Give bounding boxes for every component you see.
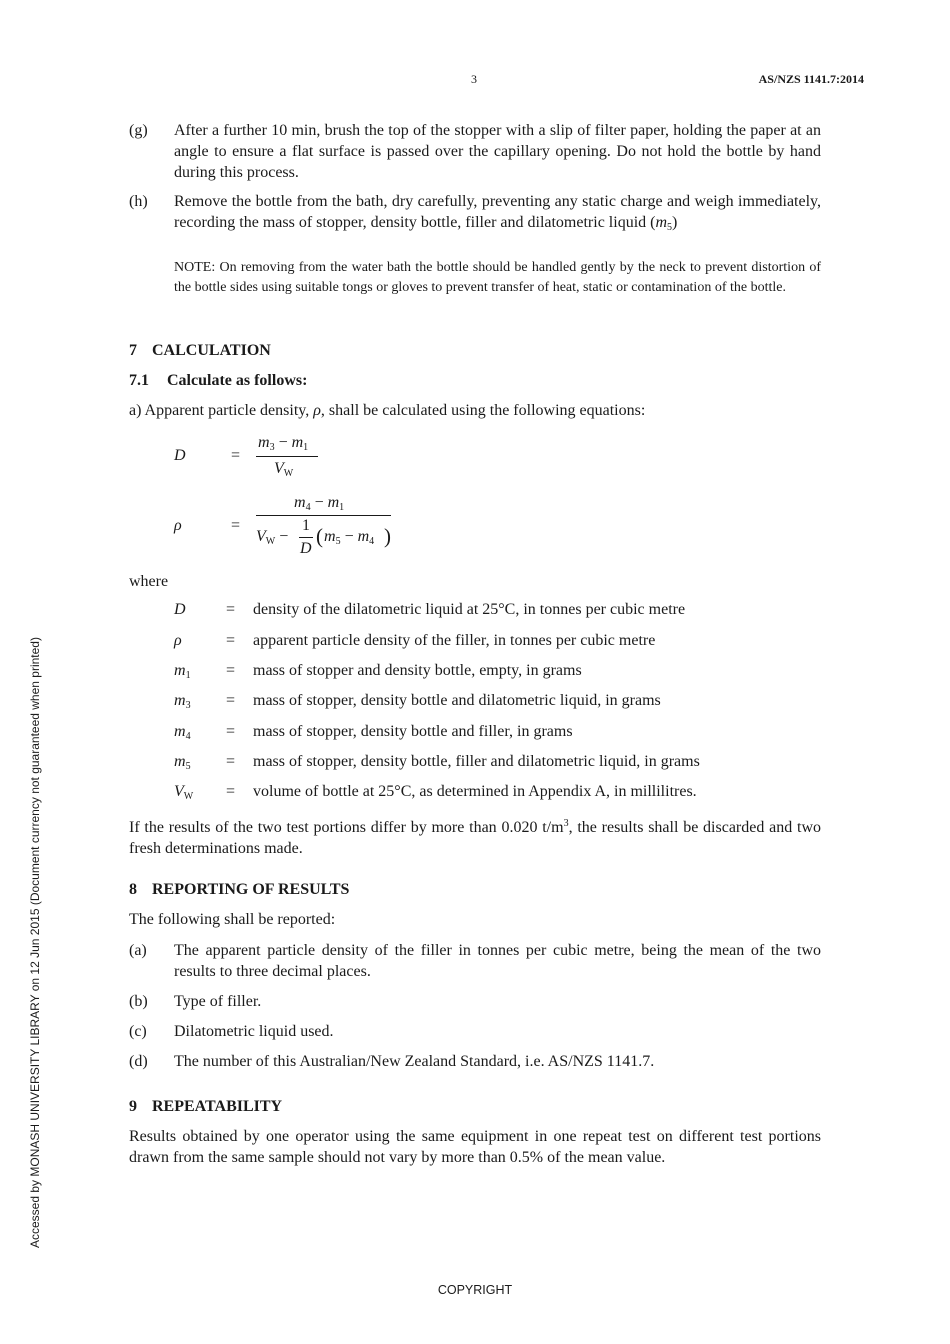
- where-label: where: [129, 573, 169, 590]
- copyright-footer: COPYRIGHT: [437, 1283, 513, 1297]
- definition-text: mass of stopper, density bottle, filler and dilatometric liquid, in grams: [253, 753, 700, 770]
- standard-number: AS/NZS 1141.7:2014: [758, 72, 864, 86]
- eq1-lhs: D: [174, 447, 186, 464]
- report-item-text: The number of this Australian/New Zealand Standard, i.e. AS/NZS 1141.7.: [174, 1053, 655, 1070]
- report-item-label: (b): [129, 993, 148, 1010]
- definition-symbol: $m_3$: [174, 692, 191, 711]
- definition-text: volume of bottle at 25°C, as determined in Appendix A, in millilitres.: [253, 783, 697, 800]
- definition-text: mass of stopper, density bottle and dilatometric liquid, in grams: [253, 692, 661, 709]
- step-text: Remove the bottle from the bath, dry carefully, preventing any static charge and weigh immediately, recording the mass of stopper, density bottle, filler and dilatometric liquid $(m_5)$: [174, 193, 821, 233]
- report-item-label: (a): [129, 942, 147, 959]
- report-item: [129, 991, 821, 1012]
- page-number: 3: [471, 72, 477, 86]
- definition-symbol: ρ: [174, 632, 182, 649]
- definition-symbol: $m_4$: [174, 723, 191, 742]
- report-item-text: Type of filler.: [174, 993, 262, 1010]
- subsection-heading-7-1: 7.1 Calculate as follows:: [129, 372, 308, 389]
- repeatability-text: Results obtained by one operator using the same equipment in one repeat test on different test portions drawn from the same sample should not vary by more than 0.5% of the mean value.: [129, 1128, 821, 1166]
- eq2-inner-numerator: 1: [302, 517, 310, 534]
- report-item-label: (c): [129, 1023, 147, 1040]
- definition-equals: =: [226, 632, 236, 649]
- eq2-lhs: ρ: [174, 517, 182, 534]
- eq1-numerator: $m_3 - m_1$: [258, 434, 309, 453]
- calculation-intro: a) Apparent particle density, ρ, shall be calculated using the following equations:: [129, 402, 646, 419]
- definition-text: density of the dilatometric liquid at 25°C, in tonnes per cubic metre: [253, 601, 686, 618]
- section-heading-reporting: 8 REPORTING OF RESULTS: [129, 881, 350, 898]
- step-label: (h): [129, 193, 148, 210]
- definition-equals: =: [226, 692, 236, 709]
- definition-text: apparent particle density of the filler, in tonnes per cubic metre: [253, 632, 656, 649]
- section-heading-calculation: 7 CALCULATION: [129, 342, 271, 359]
- report-item: [129, 940, 821, 982]
- eq2-inner-fraction-bar: [299, 537, 313, 538]
- definition-symbol: $m_5$: [174, 753, 191, 772]
- eq2-denominator-left: $V_W$ −: [256, 528, 289, 547]
- access-watermark: Accessed by MONASH UNIVERSITY LIBRARY on 12 Jun 2015 (Document currency not guaranteed when printed): [28, 637, 42, 1248]
- definition-text: mass of stopper and density bottle, empty, in grams: [253, 662, 582, 679]
- definition-equals: =: [226, 753, 236, 770]
- definition-equals: =: [226, 783, 236, 800]
- eq2-paren-content: $m_5 - m_4$: [324, 528, 375, 547]
- procedure-note: NOTE: On removing from the water bath the bottle should be handled gently by the neck to prevent distortion of the bottle sides using suitable tongs or gloves to prevent transfer of heat, static or contamination of the bottle.: [174, 260, 821, 295]
- eq2-paren-open: (: [316, 524, 323, 548]
- definition-symbol: $V_W$: [174, 783, 194, 802]
- definition-symbol: D: [174, 601, 186, 618]
- definition-symbol: $m_1$: [174, 662, 191, 681]
- eq1-fraction-bar: [256, 456, 318, 457]
- definition-equals: =: [226, 723, 236, 740]
- section-heading-repeatability: 9 REPEATABILITY: [129, 1098, 283, 1115]
- eq2-numerator: $m_4 - m_1$: [294, 494, 345, 513]
- report-item-text: Dilatometric liquid used.: [174, 1023, 334, 1040]
- report-item-label: (d): [129, 1053, 148, 1070]
- eq2-inner-denominator: D: [300, 540, 312, 557]
- procedure-step-h: [129, 191, 821, 238]
- step-label: (g): [129, 122, 148, 139]
- procedure-step-g: [129, 120, 821, 183]
- eq2-paren-close: ): [384, 524, 391, 548]
- eq2-fraction-bar: [256, 515, 391, 516]
- definition-text: mass of stopper, density bottle and filler, in grams: [253, 723, 573, 740]
- definition-equals: =: [226, 662, 236, 679]
- report-item: [129, 1051, 821, 1072]
- report-item: [129, 1021, 821, 1042]
- eq1-equals: =: [231, 447, 241, 464]
- reporting-intro: The following shall be reported:: [129, 911, 336, 928]
- eq2-equals: =: [231, 517, 241, 534]
- step-text: After a further 10 min, brush the top of the stopper with a slip of filter paper, holding the paper at an angle to ensure a flat surface is passed over the capillary opening. Do not hold the bottle by hand during this process.: [174, 122, 821, 181]
- definition-equals: =: [226, 601, 236, 618]
- eq1-denominator: $V_W$: [274, 460, 294, 479]
- results-tolerance-paragraph: If the results of the two test portions differ by more than 0.020 $t/m^3$, the results shall be discarded and two fresh determinations made.: [129, 818, 822, 857]
- report-item-text: The apparent particle density of the filler in tonnes per cubic metre, being the mean of the two results to three decimal places.: [174, 942, 821, 980]
